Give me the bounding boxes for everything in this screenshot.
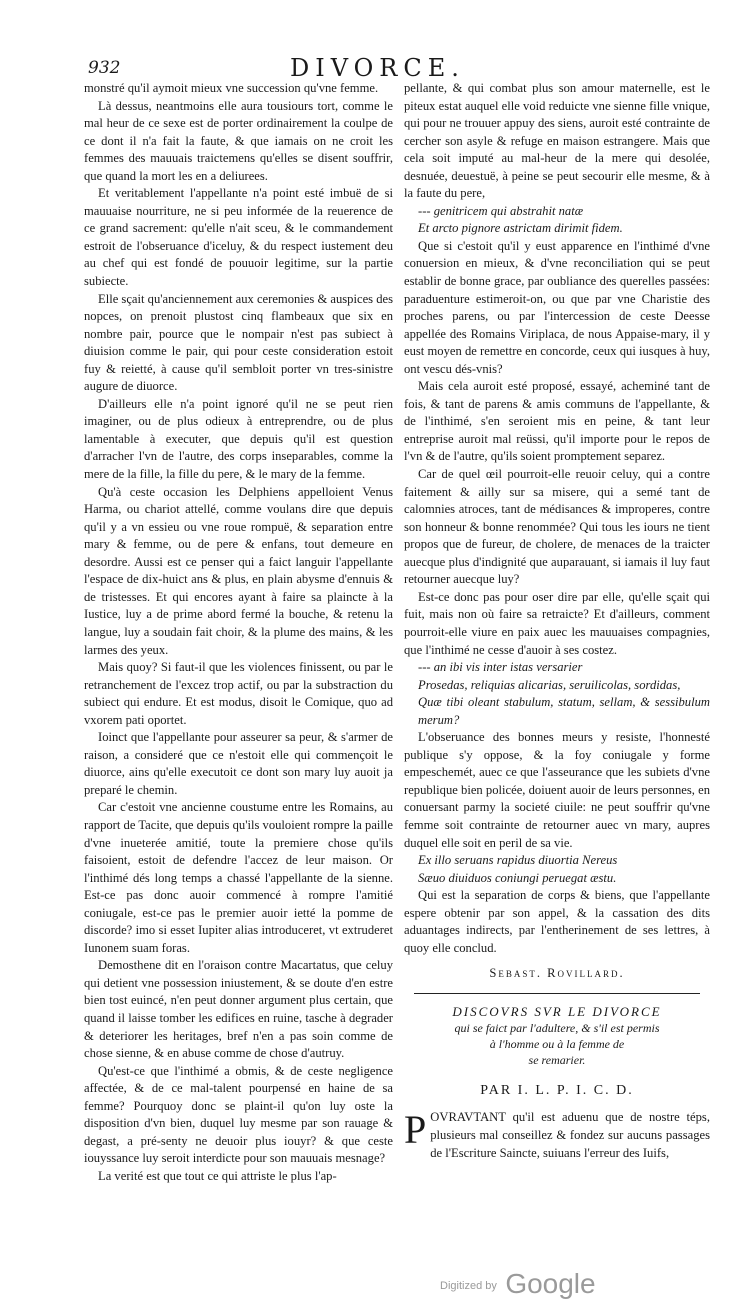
left-paragraph: Ioinct que l'appellante pour asseurer sa peur, & s'armer de raison, a consideré que ce n'estoit elle qui commençoit le diuorce, ains qu'elle executoit ce dont son mary luy auoit ja preparé le chemin.: [84, 730, 393, 797]
discourse-author: PAR I. L. P. I. C. D.: [480, 1082, 634, 1098]
discourse-opening-text: OVRAVTANT qu'il est aduenu que de nostre téps, plusieurs mal conseillez & fondez sur aucuns passages de l'Escriture Saincte, suiuans l'erreur des Iuifs,: [430, 1110, 710, 1160]
discourse-opening: [404, 1109, 710, 1162]
left-paragraph: D'ailleurs elle n'a point ignoré qu'il ne se peut rien imaginer, ou de plus odieux à entreprendre, ou de plus lamentable à executer, que depuis qu'il est question d'arracher l'vn de l'autre, des corps inseparables, comme la mere de la fille, la fille du pere, & le mary de la femme.: [84, 396, 393, 482]
right-paragraph: Que si c'estoit qu'il y eust apparence en l'inthimé d'vne conuersion en mieux, & d'vne reconciliation qui se peut establir de bonne grace, par oubliance des querelles passées: paraduenture estimeroit-on, ou que par vne Charistie des proches parens, ou par l'intercession de ceste Deesse appellée des Romains Viriplaca, de nous Appaise-mary, il y eust moyen de remettre en concorde, ceux qui iusques à huy, ont vescu dés-vnis?: [404, 238, 710, 376]
page-number: 932: [88, 58, 121, 78]
left-paragraph: monstré qu'il aymoit mieux vne succession qu'vne femme.: [84, 81, 379, 95]
right-paragraph: pellante, & qui combat plus son amour maternelle, est le piteux estat auquel elle void reduicte vne sienne fille vnique, qui pour ne trouuer appuy des siens, auroit esté contrainte de cercher son asyle & refuge en maison estrangere. Mais que cela soit imputé au mal-heur de la mere qui desolée, desnuée, deuestuë, à peine se peut secourir elle mesme, & à la faute du pere,: [404, 81, 711, 201]
left-paragraph: Car c'estoit vne ancienne coustume entre les Romains, au rapport de Tacite, que depuis qu'ils vouloient rompre la paille d'vne inueterée amitié, toute la premiere chose qu'ils faisoient, estoit de defendre l'accez de leur maison. Or l'inthimé dés long temps a chassé l'appellante de la sienne. Est-ce pas donc auoir commencé à rompre l'amitié coniugale, est-ce pas le premier auoir ietté la pomme de discorde? imo si esset Iupiter alias introduceret, vt extruderet Iunonem suam foras.: [84, 800, 393, 955]
right-paragraph: Sæuo diuiduos coniungi peruegat æstu.: [418, 870, 617, 885]
section-divider: [414, 993, 700, 994]
left-paragraph: Qu'est-ce que l'inthimé a obmis, & de ceste negligence affectée, & de ce mal-talent pourpensé en haine de sa femme? Pourquoy donc se plaint-il qu'on luy oste la disposition d'vn bien, duquel luy mesme par son rauage & degast, a pré-senty ne deuoir plus iouyr? & que ceste iouyssance luy seroit interdicte pour son mauuais mesnage?: [84, 1063, 393, 1166]
left-paragraph: La verité est que tout ce qui attriste le plus l'ap-: [98, 1168, 337, 1183]
right-paragraph: --- an ibi vis inter istas versarier: [418, 660, 583, 675]
right-paragraph: Est-ce donc pas pour oser dire par elle, qu'elle sçait qui fuit, mais non où faire sa retraicte? Et d'ailleurs, comment pourroit-elle viure en paix auec les mauuaises compagnies, que l'inthimé ne cesse d'auoir à ses costez.: [404, 589, 710, 657]
right-paragraph: Prosedas, reliquias alicarias, seruilicolas, sordidas,: [418, 677, 681, 692]
right-paragraph: Car de quel œil pourroit-elle reuoir celuy, qui a contre faitement & ailly sur sa misere, qui a semé tant de calomnies atroces, tant de médisances & improperes, contre son honneur & bonne renommée? Qui tous les iours ne tient propos que de fureur, de cholere, de menaces de la traicter auecque plus d'indignité que auparauant, si iamais il luy faut retourner auecque luy?: [404, 467, 710, 587]
left-paragraph: Là dessus, neantmoins elle aura tousiours tort, comme le mal heur de ce sexe est de porter ordinairement la coulpe de ce dont il n'a fait la faute, & que iamais on ne croit les femmes des mauuais traictemens qu'elles se disent souffrir, que quand la mort les en a deliurees.: [84, 98, 393, 183]
right-column: [404, 80, 710, 1162]
left-paragraph: Qu'à ceste occasion les Delphiens appelloient Venus Harma, ou chariot attellé, comme voulans dire que depuis qu'il y a vn essieu ou vne roue rompuë, & separation entre mary & femme, ou de pere & enfans, tout demeure en desordre. Aussi est ce penser qui a faict languir l'appellante l'espace de dix-huict ans & plus, en plain abysme d'ennuis & de tristesses. Et qui encores ayant à faire sa plaincte à la Iustice, luy a de prime abord fermé la bouche, & retenu la langue, luy a soudain fait choir, & la plume des mains, & les larmes des yeux.: [84, 484, 393, 657]
left-column: [84, 80, 393, 1185]
watermark-prefix: Digitized by: [440, 1280, 497, 1292]
right-paragraph: --- genitricem qui abstrahit natæ: [418, 203, 584, 218]
signature: Sebast. Rovillard.: [489, 966, 625, 981]
left-paragraph: Et veritablement l'appellante n'a point esté imbuë de si mauuaise nourriture, ne si peu informée de la reuerence de ce grand sacrement: qu'elle n'ait sceu, & le commandement estroit de l'obseruance d'iceluy, & du respect iustement deu au chef qui est fondé de pouuoir legitime, sur la partie subiecte.: [84, 186, 393, 289]
discourse-subtitle-2: à l'homme ou à la femme de: [489, 1036, 625, 1051]
right-paragraph: Et arcto pignore astrictam dirimit fidem.: [418, 221, 623, 236]
running-title: DIVORCE.: [290, 54, 465, 82]
left-paragraph: Mais quoy? Si faut-il que les violences finissent, ou par le retranchement de l'excez trop actif, ou par la substraction du subiect qui endure. Et est modus, disoit le Comique, quo ad vxorem pati oportet.: [84, 660, 393, 727]
right-paragraph: Qui est la separation de corps & biens, que l'appellante espere obtenir par son appel, & la cassation des dits aduantages indirects, par l'entherinement de ses lettres, à quoy elle conclud.: [404, 888, 710, 955]
left-paragraph: Elle sçait qu'anciennement aux ceremonies & auspices des nopces, on prenoit plustost cinq flambeaux que six en nombre pair, pource que le nompair n'est pas subiect à diuision comme le pair, qui pour ceste consideration estoit fuy & reietté, à cause qu'il sembloit porter vn tres-sinistre augure de diuorce.: [84, 291, 393, 394]
drop-cap: P: [404, 1107, 427, 1153]
right-paragraph: Quæ tibi oleant stabulum, statum, sellam, & sessibulum merum?: [418, 695, 710, 727]
right-paragraph: L'obseruance des bonnes meurs y resiste, l'honnesté publique s'y oppose, & la foy coniugale y forme empeschemét, auec ce que l'asseurance que les subiets d'vne republique bien policée, doiuent auoir de leurs personnes, en conuersant parmy la societé ciuile: ne peut souffrir qu'vne femme soit contrainte de retourner auec vn mary, aupres duquel elle soit en peril de sa vie.: [404, 730, 710, 850]
google-watermark: [440, 1268, 596, 1300]
discourse-subtitle-1: qui se faict par l'adultere, & s'il est permis: [454, 1020, 660, 1035]
discourse-heading: DISCOVRS SVR LE DIVORCE: [452, 1003, 662, 1019]
left-paragraph: Demosthene dit en l'oraison contre Macartatus, que celuy qui detient vne possession iniustement, & se doute d'en estre bien tost euincé, n'en peut donner argument plus certain, que quand il laisse tomber les edifices en ruine, tasche à degrader & deteriorer les heritages, bref n'en a pas soin comme de chose sienne, & en abuse comme de chose d'autruy.: [84, 958, 393, 1061]
right-paragraphs: [404, 80, 710, 957]
discourse-subtitle-3: se remarier.: [528, 1052, 586, 1067]
right-paragraph: Ex illo seruans rapidus diuortia Nereus: [418, 853, 618, 868]
google-logo: Google: [505, 1268, 596, 1299]
right-paragraph: Mais cela auroit esté proposé, essayé, acheminé tant de fois, & tant de parens & amis communs de l'appellante, & de l'inthimé, s'en seroient mis en peine, & tant leur entreprise auroit mal reüssi, qu'il importe pour le repos de l'vn & de l'autre, qu'ils soient promptement separez.: [404, 379, 710, 464]
